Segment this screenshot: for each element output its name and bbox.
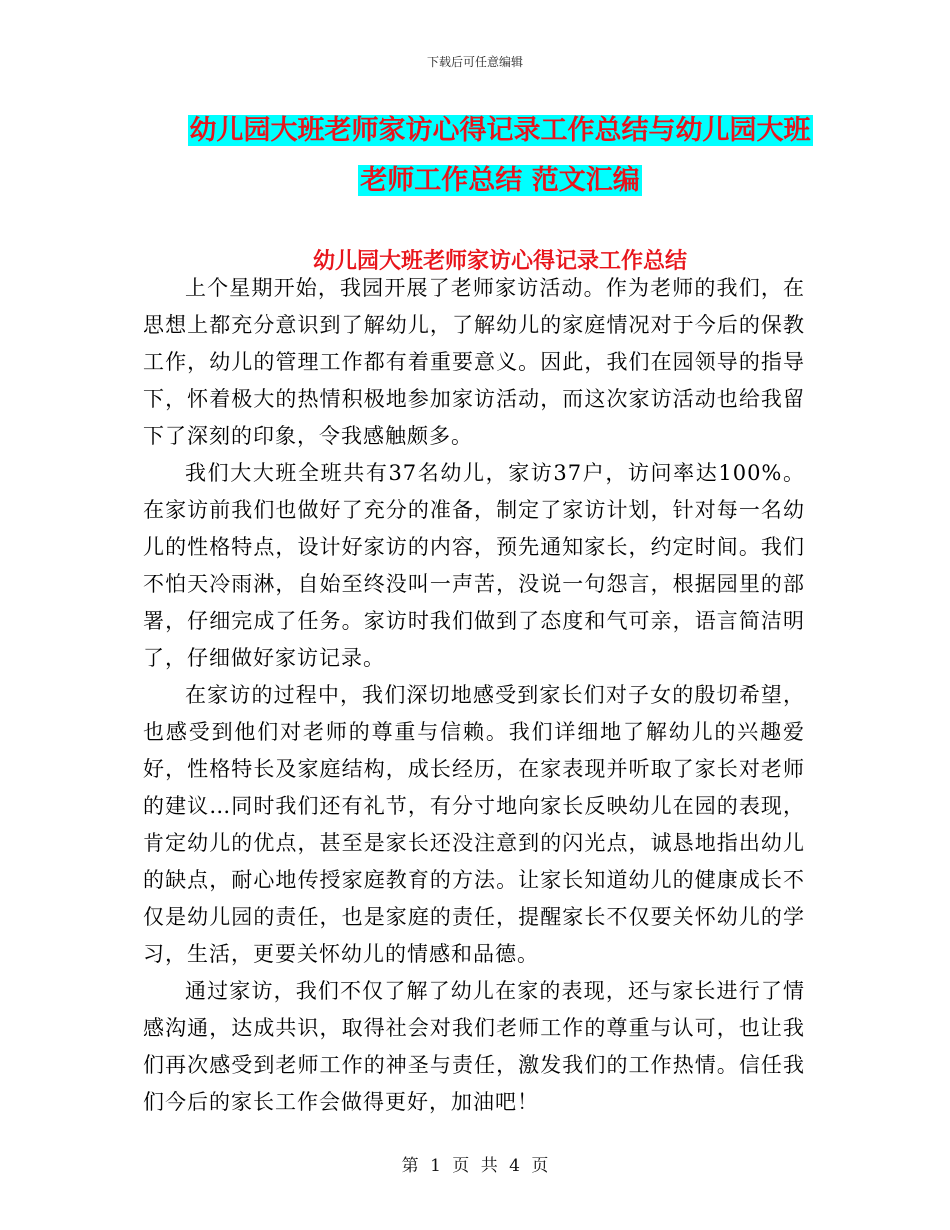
section-title: 幼儿园大班老师家访心得记录工作总结 bbox=[312, 248, 687, 274]
document-title-line-1: 幼儿园大班老师家访心得记录工作总结与幼儿园大班 bbox=[189, 115, 811, 146]
paragraph-3: 在家访的过程中，我们深切地感受到家长们对子女的殷切希望，也感受到他们对老师的尊重与信赖。我们详细地了解幼儿的兴趣爱好，性格特长及家庭结构，成长经历，在家表现并听取了家长对老师的建议…同时我们还有礼节，有分寸地向家长反映幼儿在园的表现，肯定幼儿的优点，甚至是家长还没注意到的闪光点，诚恳地指出幼儿的缺点，耐心地传授家庭教育的方法。让家长知道幼儿的健康成长不仅是幼儿园的责任，也是家庭的责任，提醒家长不仅要关怀幼儿的学习，生活，更要关怀幼儿的情感和品德。 bbox=[143, 683, 805, 966]
document-title-line-2: 老师工作总结 范文汇编 bbox=[360, 165, 640, 196]
paragraph-1: 上个星期开始，我园开展了老师家访活动。作为老师的我们，在思想上都充分意识到了解幼儿，了解幼儿的家庭情况对于今后的保教工作，幼儿的管理工作都有着重要意义。因此，我们在园领导的指导下，怀着极大的热情积极地参加家访活动，而这次家访活动也给我留下了深刻的印象，令我感触颇多。 bbox=[143, 276, 805, 448]
paragraph-2: 我们大大班全班共有37名幼儿，家访37户，访问率达100%。在家访前我们也做好了充分的准备，制定了家访计划，针对每一名幼儿的性格特点，设计好家访的内容，预先通知家长，约定时间。我们不怕天冷雨淋，自始至终没叫一声苦，没说一句怨言，根据园里的部署，仔细完成了任务。家访时我们做到了态度和气可亲，语言简洁明了，仔细做好家访记录。 bbox=[143, 461, 805, 670]
paragraph-4: 通过家访，我们不仅了解了幼儿在家的表现，还与家长进行了情感沟通，达成共识，取得社会对我们老师工作的尊重与认可，也让我们再次感受到老师工作的神圣与责任，激发我们的工作热情。信任我们今后的家长工作会做得更好，加油吧！ bbox=[143, 979, 805, 1114]
header-note: 下载后可任意编辑 bbox=[426, 55, 523, 69]
page-footer: 第 1 页 共 4 页 bbox=[401, 1156, 549, 1176]
document-body bbox=[143, 270, 805, 1121]
document-title bbox=[140, 106, 860, 206]
